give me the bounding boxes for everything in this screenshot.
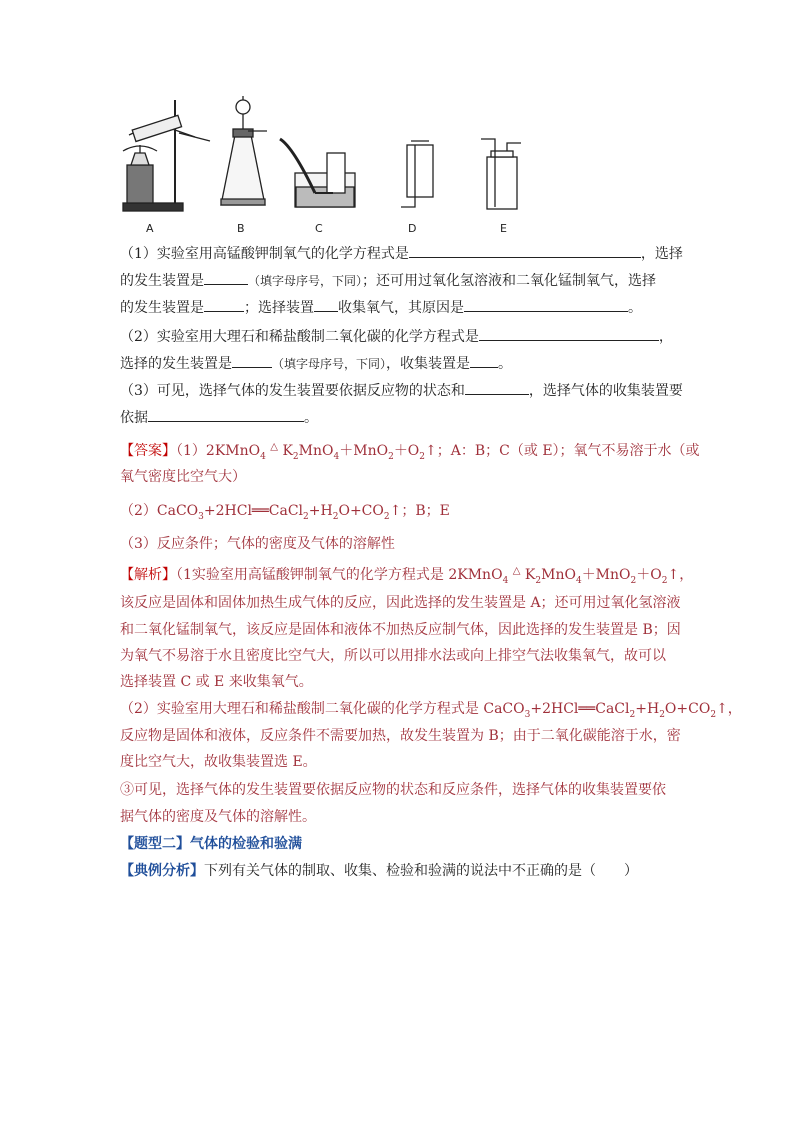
section-title: 【题型二】气体的检验和验满	[120, 836, 302, 852]
answer-line1: 【答案】（1）2KMnO$_4$ △ $K_2MnO_4+MnO_2+O_2↑$；A：B；C（或 E）；氧气不易溶于水（或	[120, 441, 700, 462]
apparatus-a	[123, 100, 210, 211]
label-b: B	[237, 222, 245, 235]
q2-line1: （2）实验室用大理石和稀盐酸制二氧化碳的化学方程式是 ，	[120, 329, 673, 345]
label-e: E	[500, 222, 507, 235]
q3-line1: （3）可见，选择气体的发生装置要依据反应物的状态和 ，选择气体的收集装置要	[120, 383, 683, 399]
apparatus-e	[481, 139, 521, 209]
label-a: A	[146, 222, 154, 235]
analysis-line7: 反应物是固体和液体，反应条件不需要加热，故发生装置为 B；由于二氧化碳能溶于水，密	[120, 728, 681, 744]
q1-line3: 的发生装置是 ；选择装置 收集氧气，其原因是 。	[120, 300, 642, 316]
analysis-tag: 【解析】	[120, 567, 176, 583]
answer-line4: （3）反应条件；气体的密度及气体的溶解性	[120, 536, 395, 552]
apparatus-c	[280, 139, 355, 207]
analysis-line9: ③可见，选择气体的发生装置要依据反应物的状态和反应条件，选择气体的收集装置要依	[120, 782, 666, 798]
example-tag: 【典例分析】	[120, 863, 204, 879]
analysis-line4: 为氧气不易溶于水且密度比空气大，所以可以用排水法或向上排空气法收集氧气，故可以	[120, 648, 666, 664]
answer-tag: 【答案】	[120, 443, 176, 459]
example-text: 下列有关气体的制取、收集、检验和验满的说法中不正确的是（ ）	[204, 863, 638, 879]
apparatus-b	[221, 96, 267, 205]
analysis-line8: 度比空气大，故收集装置选 E。	[120, 754, 317, 770]
q1-line2: 的发生装置是 （填字母序号，下同）；还可用过氧化氢溶液和二氧化锰制氧气，选择	[120, 273, 657, 289]
q2-line2: 选择的发生装置是 （填字母序号，下同），收集装置是 。	[120, 356, 513, 372]
label-d: D	[408, 222, 417, 235]
q1-line1: （1）实验室用高锰酸钾制氧气的化学方程式是 ，选择	[120, 246, 683, 262]
heat-symbol: △	[270, 441, 278, 453]
answer-line2: 氧气密度比空气大）	[120, 469, 246, 485]
apparatus-figure	[115, 95, 535, 225]
analysis-line2: 该反应是固体和固体加热生成气体的反应，因此选择的发生装置是 A；还可用过氧化氢溶液	[120, 595, 681, 611]
q3-line2: 依据 。	[120, 410, 318, 426]
apparatus-d	[401, 141, 433, 207]
answer-line3: $(2)CaCO_3+2HCl══CaCl_2+H_2O+CO_2↑$；B；E	[120, 503, 450, 522]
analysis-line5: 选择装置 C 或 E 来收集氧气。	[120, 674, 313, 690]
example-line	[120, 860, 638, 880]
analysis-line10: 据气体的密度及气体的溶解性。	[120, 809, 316, 825]
label-c: C	[315, 222, 323, 235]
analysis-line1: 【解析】（1实验室用高锰酸钾制氧气的化学方程式是 2KMnO$_4$ △ $K_2MnO_4+MnO_2+O_2↑$，	[120, 565, 694, 586]
analysis-line3: 和二氧化锰制氧气，该反应是固体和液体不加热反应制气体，因此选择的发生装置是 B；因	[120, 622, 681, 638]
analysis-line6: （2）实验室用大理石和稀盐酸制二氧化碳的化学方程式是 $CaCO_3+2HCl══CaCl_2+H_2O+CO_2↑$，	[120, 701, 742, 720]
